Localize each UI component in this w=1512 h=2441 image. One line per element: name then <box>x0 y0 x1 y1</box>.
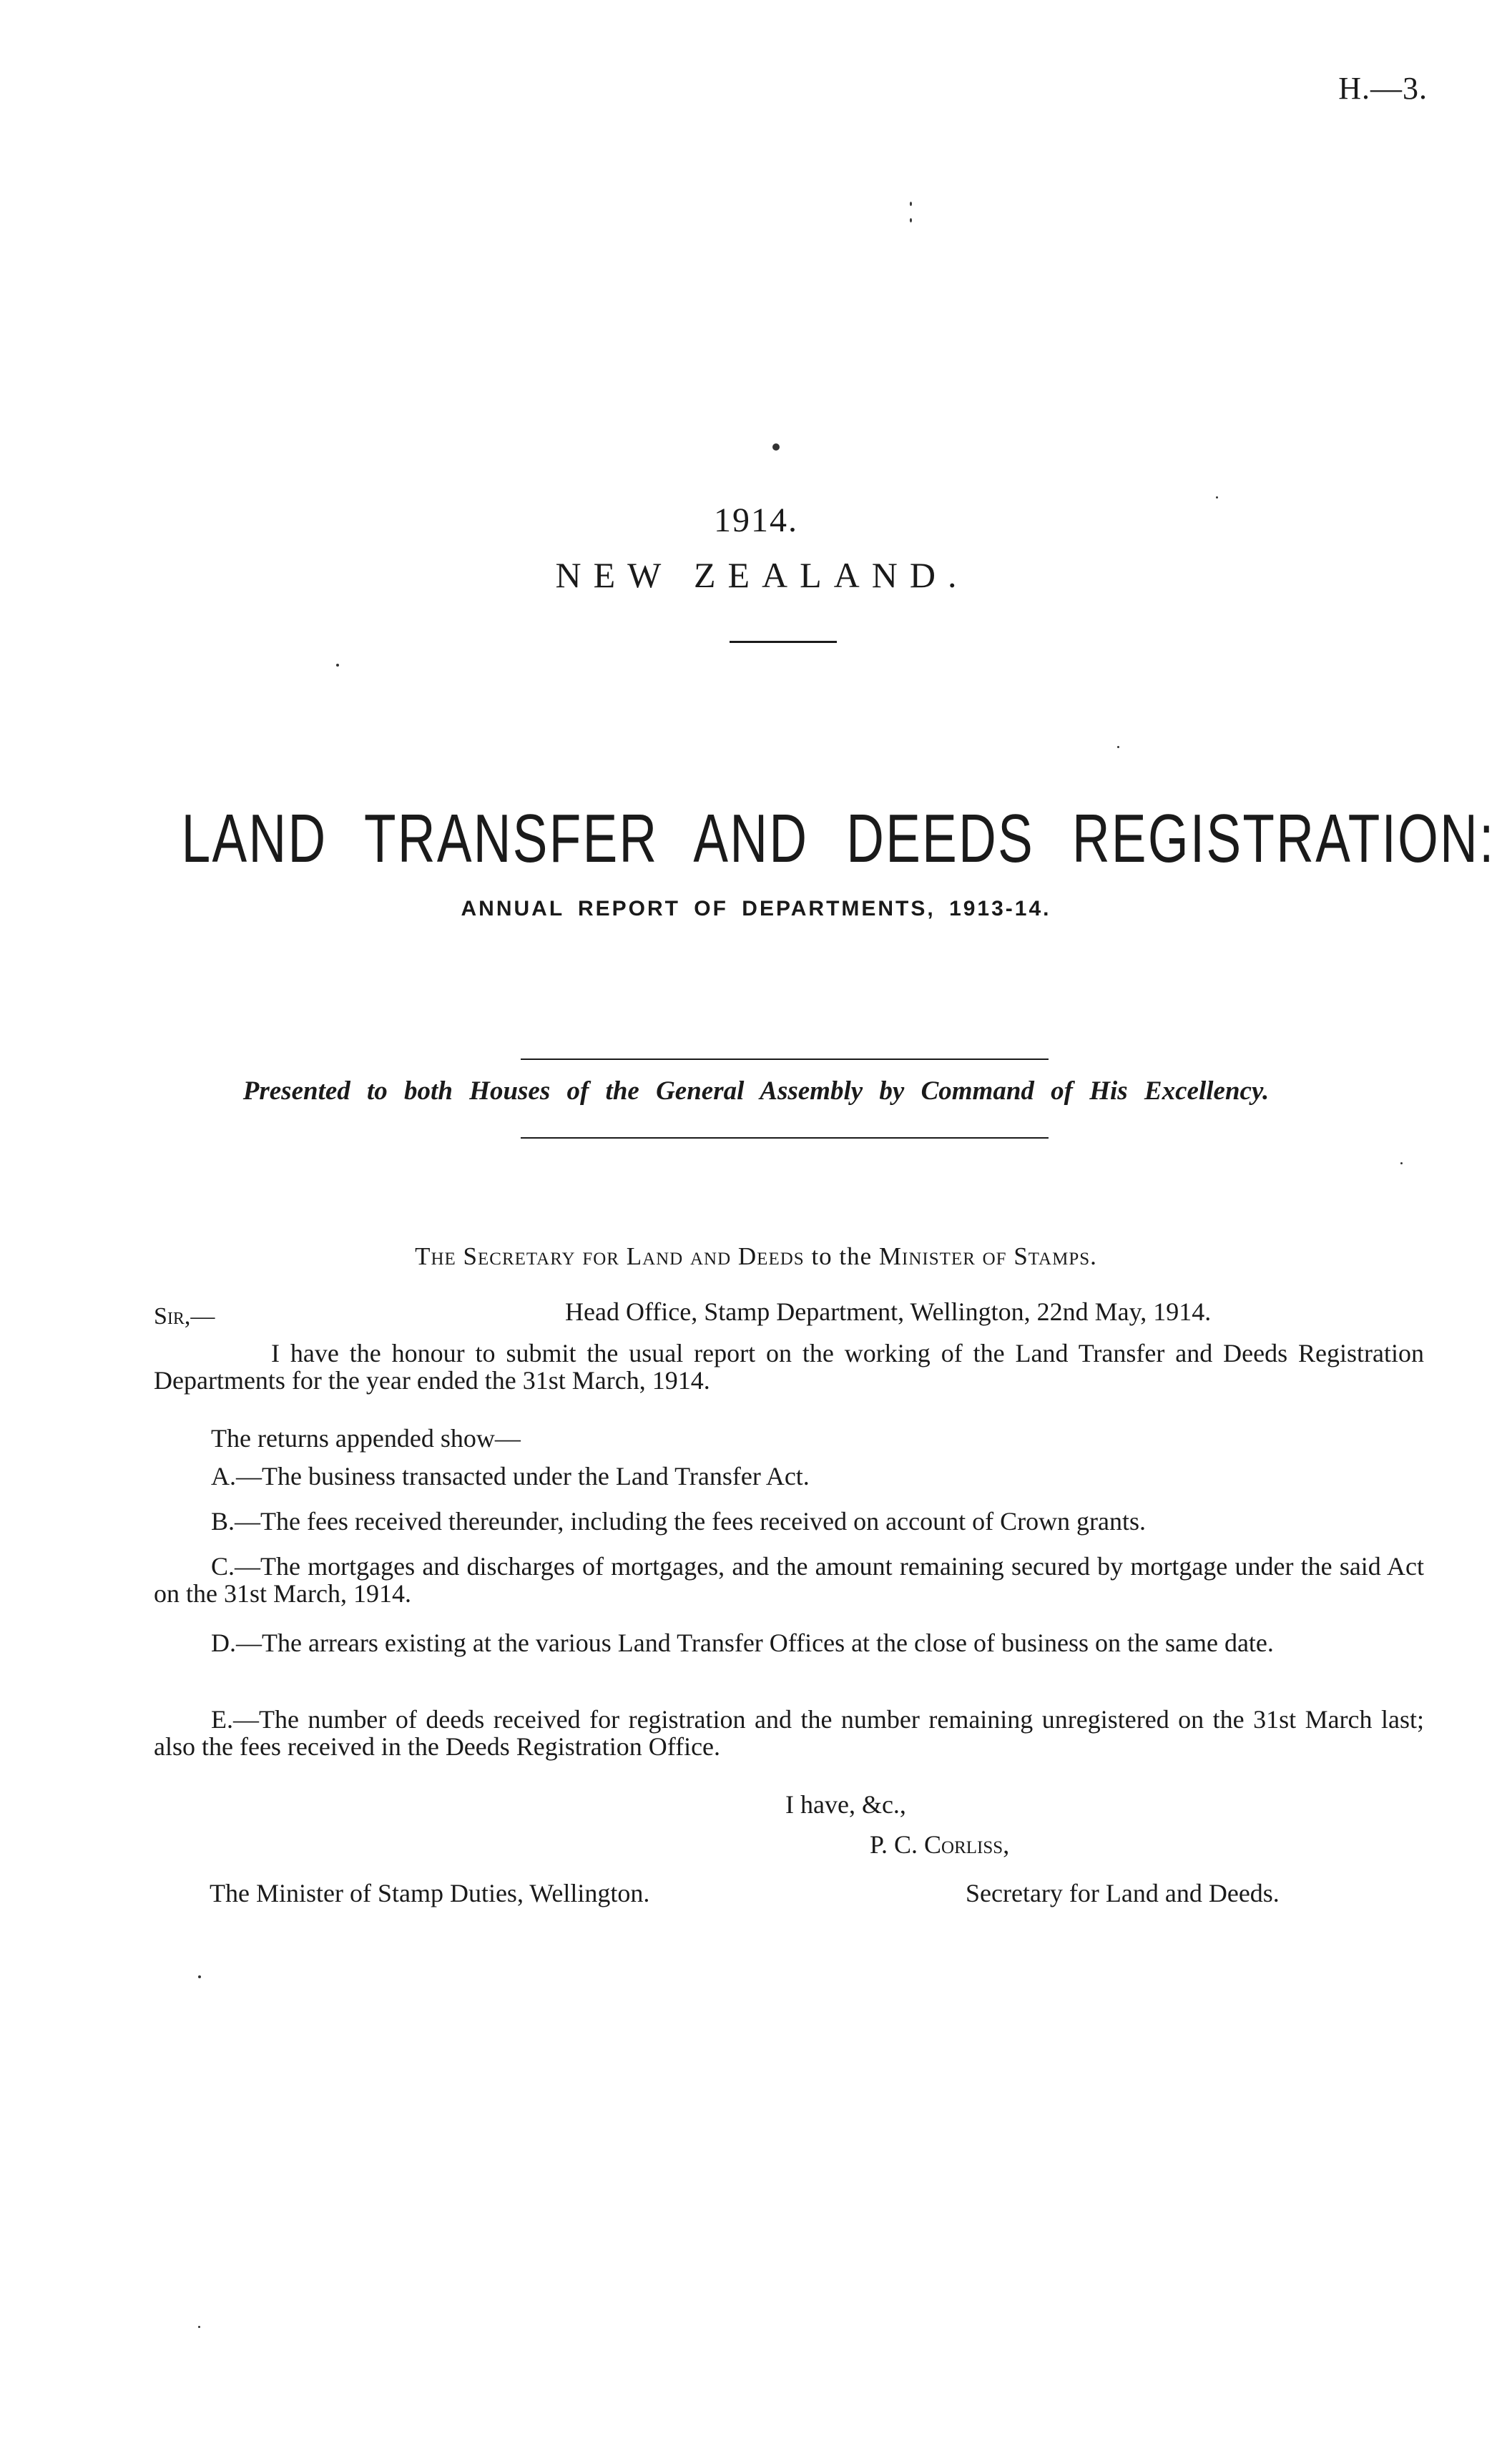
letter-connector: to the <box>804 1242 879 1270</box>
return-item-b: B.—The fees received thereunder, including the fees received on account of Crown grants. <box>211 1507 1147 1536</box>
closing-phrase: I have, &c., <box>785 1790 906 1819</box>
scan-speck <box>198 2326 200 2328</box>
letter-recipient-heading: Minister of Stamps. <box>878 1242 1097 1270</box>
signature-text: P. C. Corliss, <box>870 1830 1010 1859</box>
scan-speck <box>336 664 339 667</box>
scan-speck <box>198 1975 201 1978</box>
signatory-title: Secretary for Land and Deeds. <box>966 1879 1280 1907</box>
return-item-c: C.—The mortgages and discharges of mortgages, and the amount remaining secured by mortgage under the said Act on the 31st March, 1914. <box>154 1552 1424 1608</box>
page-reference: H.—3. <box>1338 71 1428 106</box>
country-heading: NEW ZEALAND. <box>555 555 969 595</box>
presented-rule-top <box>521 1059 1049 1060</box>
return-item-e: E.—The number of deeds received for registration and the number remaining unregistered on the 31st March last; also the fees received in the Deeds Registration Office. <box>154 1705 1424 1761</box>
document-title: LAND TRANSFER AND DEEDS REGISTRATION: <box>181 800 1496 877</box>
scan-speck <box>772 443 780 451</box>
recipient-line: The Minister of Stamp Duties, Wellington. <box>210 1879 650 1907</box>
returns-intro: The returns appended show— <box>211 1424 521 1453</box>
year-heading: 1914. <box>714 501 798 539</box>
scan-speck <box>910 202 912 206</box>
scan-speck <box>1400 1162 1403 1164</box>
scan-speck <box>1216 496 1218 498</box>
presented-rule-bottom <box>521 1137 1049 1139</box>
return-item-a: A.—The business transacted under the Land Transfer Act. <box>211 1462 810 1490</box>
title-divider <box>730 641 837 643</box>
return-item-d: D.—The arrears existing at the various Land Transfer Offices at the close of business on the same date. <box>211 1629 1274 1657</box>
letter-address-line <box>0 1242 1512 1271</box>
scan-speck <box>1117 746 1119 748</box>
head-office-dateline: Head Office, Stamp Department, Wellington, 22nd May, 1914. <box>565 1297 1212 1326</box>
salutation: Sir,— <box>154 1303 215 1330</box>
letter-sender: The Secretary for Land and Deeds <box>415 1242 805 1270</box>
scan-speck <box>910 218 912 222</box>
signature-name <box>870 1831 1009 1858</box>
presented-statement: Presented to both Houses of the General Assembly by Command of His Excellency. <box>242 1076 1270 1106</box>
document-subtitle: ANNUAL REPORT OF DEPARTMENTS, 1913-14. <box>461 897 1051 920</box>
intro-paragraph: I have the honour to submit the usual report on the working of the Land Transfer and Deeds Registration Departments for the year ended the 31st March, 1914. <box>154 1339 1424 1395</box>
